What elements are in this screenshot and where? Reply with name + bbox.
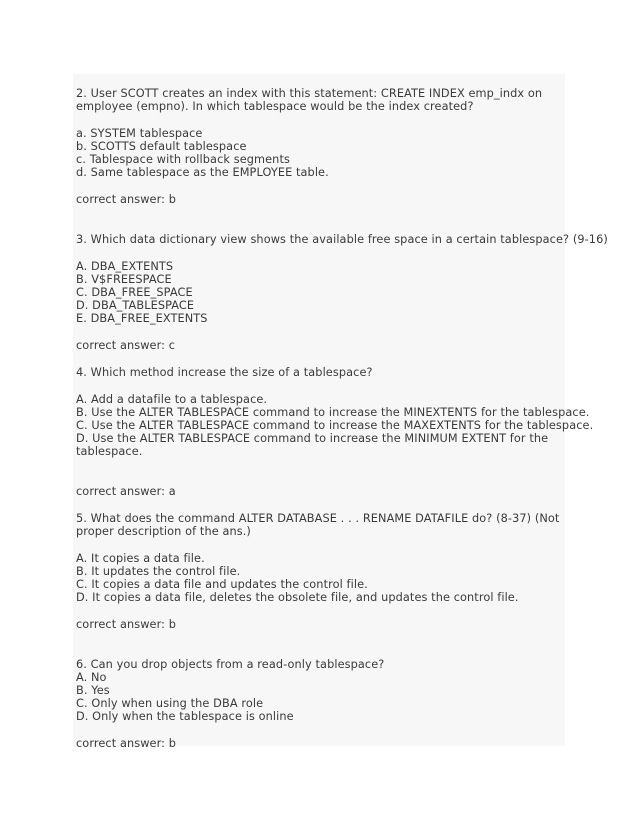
question-3-option-d: D. DBA_TABLESPACE [76, 299, 195, 312]
question-3-answer: correct answer: c [76, 339, 176, 352]
question-6-text: 6. Can you drop objects from a read-only tablespace? [76, 658, 385, 671]
question-2-option-d: d. Same tablespace as the EMPLOYEE table. [76, 166, 329, 179]
question-2-text: 2. User SCOTT creates an index with this statement: CREATE INDEX emp_indx on employee (empno). In which tablespace would be the index created? [76, 87, 543, 113]
question-5-text: 5. What does the command ALTER DATABASE . . . RENAME DATAFILE do? (8-37) (Not proper description of the ans.) [76, 512, 560, 538]
question-4-option-c: C. Use the ALTER TABLESPACE command to increase the MAXEXTENTS for the tablespace. [76, 419, 594, 432]
question-4-answer: correct answer: a [76, 485, 176, 498]
question-5-option-c: C. It copies a data file and updates the control file. [76, 578, 368, 591]
question-5-option-a: A. It copies a data file. [76, 552, 205, 565]
question-6-option-c: C. Only when using the DBA role [76, 697, 264, 710]
question-2-answer: correct answer: b [76, 193, 177, 206]
question-6-answer: correct answer: b [76, 737, 177, 750]
question-2-option-c: c. Tablespace with rollback segments [76, 153, 290, 166]
question-3-text: 3. Which data dictionary view shows the available free space in a certain tablespace? (9-16) [76, 233, 608, 246]
question-6-option-a: A. No [76, 671, 107, 684]
question-3-option-b: B. V$FREESPACE [76, 273, 172, 286]
question-4-option-a: A. Add a datafile to a tablespace. [76, 393, 268, 406]
question-6-option-d: D. Only when the tablespace is online [76, 710, 294, 723]
question-5-option-b: B. It updates the control file. [76, 565, 241, 578]
document-content [76, 87, 608, 750]
question-3-option-c: C. DBA_FREE_SPACE [76, 286, 193, 299]
question-2-option-b: b. SCOTTS default tablespace [76, 140, 247, 153]
question-5-option-d: D. It copies a data file, deletes the obsolete file, and updates the control file. [76, 591, 519, 604]
question-5-answer: correct answer: b [76, 618, 177, 631]
question-3-option-a: A. DBA_EXTENTS [76, 260, 174, 273]
question-4-option-b: B. Use the ALTER TABLESPACE command to increase the MINEXTENTS for the tablespace. [76, 406, 590, 419]
question-4-text: 4. Which method increase the size of a tablespace? [76, 366, 373, 379]
question-2-option-a: a. SYSTEM tablespace [76, 127, 203, 140]
question-6-option-b: B. Yes [76, 684, 110, 697]
question-4-option-d: D. Use the ALTER TABLESPACE command to increase the MINIMUM EXTENT for the tablespace. [76, 432, 549, 458]
question-3-option-e: E. DBA_FREE_EXTENTS [76, 312, 208, 325]
